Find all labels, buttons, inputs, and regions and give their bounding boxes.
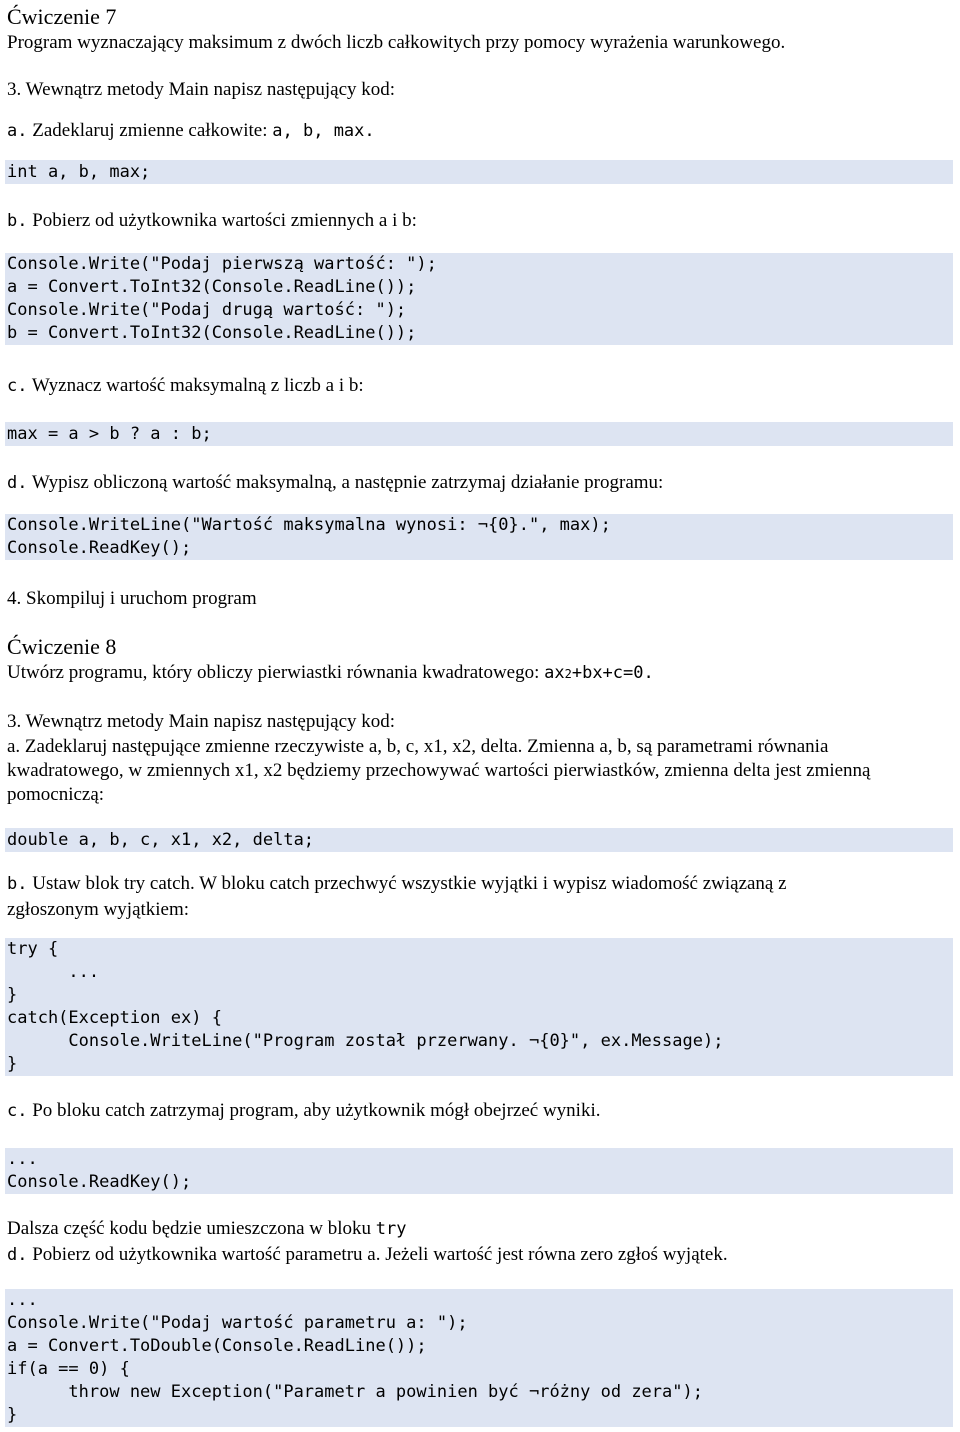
code-block-try-catch: try { ... } catch(Exception ex) { Console.WriteLine("Program został przerwany. ¬{0}", ex.Message); } bbox=[5, 938, 953, 1076]
subtitle-text: Utwórz programu, który obliczy pierwiastki równania kwadratowego: bbox=[7, 662, 545, 683]
exercise-8-item-d bbox=[7, 1245, 728, 1264]
exercise-7-step-4: 4. Skompiluj i uruchom program bbox=[7, 588, 257, 609]
code-block-read-parameter: ... Console.Write("Podaj wartość parametru a: "); a = Convert.ToDouble(Console.ReadLine()); if(a == 0) { throw new Exception("Parametr a powinien być ¬różny od zera"); } bbox=[5, 1289, 953, 1427]
exercise-8-item-b-line-1 bbox=[7, 874, 787, 893]
item-marker: c. bbox=[7, 376, 28, 396]
exercise-8-item-a-line-2: kwadratowego, w zmiennych x1, x2 będziemy przechowywać wartości pierwiastków, zmienna delta jest zmienną bbox=[7, 760, 871, 781]
exercise-7-title: Ćwiczenie 7 bbox=[7, 4, 117, 29]
exercise-8-item-b-line-2: zgłoszonym wyjątkiem: bbox=[7, 899, 190, 920]
exercise-8-subtitle bbox=[7, 663, 654, 682]
item-marker: b. bbox=[7, 211, 28, 231]
exercise-7-item-d bbox=[7, 473, 663, 492]
item-text: Wypisz obliczoną wartość maksymalną, a następnie zatrzymaj działanie programu: bbox=[27, 472, 664, 493]
code-block-declare-doubles: double a, b, c, x1, x2, delta; bbox=[5, 828, 953, 852]
item-text: Zadeklaruj zmienne całkowite: bbox=[27, 120, 273, 141]
item-marker: a. bbox=[7, 121, 28, 141]
exercise-8-item-a-line-1: a. Zadeklaruj następujące zmienne rzeczywiste a, b, c, x1, x2, delta. Zmienna a, b, są parametrami równania bbox=[7, 736, 829, 757]
exercise-7-step-3: 3. Wewnątrz metody Main napisz następujący kod: bbox=[7, 79, 396, 100]
item-marker: d. bbox=[7, 1245, 28, 1265]
exercise-8-item-a-line-3: pomocniczą: bbox=[7, 784, 105, 805]
exercise-7-item-a bbox=[7, 121, 375, 140]
equation-exponent: 2 bbox=[564, 667, 572, 681]
exercise-8-rest-note bbox=[7, 1219, 406, 1238]
exercise-7-item-c bbox=[7, 376, 364, 395]
item-text: Po bloku catch zatrzymaj program, aby użytkownik mógł obejrzeć wyniki. bbox=[27, 1100, 601, 1121]
code-block-readkey: ... Console.ReadKey(); bbox=[5, 1148, 953, 1194]
note-text: Dalsza część kodu będzie umieszczona w bloku bbox=[7, 1218, 376, 1239]
exercise-7-subtitle: Program wyznaczający maksimum z dwóch liczb całkowitych przy pomocy wyrażenia warunkowego. bbox=[7, 32, 786, 53]
exercise-7-item-b bbox=[7, 211, 417, 230]
equation-rest: +bx+c=0. bbox=[571, 663, 654, 683]
item-marker: b. bbox=[7, 874, 28, 894]
code-block-declare-ints: int a, b, max; bbox=[5, 160, 953, 184]
item-vars: a, b, max. bbox=[272, 121, 375, 141]
code-block-compute-max: max = a > b ? a : b; bbox=[5, 422, 953, 446]
equation-ax: ax bbox=[544, 663, 565, 683]
item-marker: d. bbox=[7, 473, 28, 493]
item-text: Wyznacz wartość maksymalną z liczb a i b: bbox=[27, 375, 364, 396]
note-keyword: try bbox=[375, 1219, 407, 1239]
item-text: Pobierz od użytkownika wartości zmiennych a i b: bbox=[27, 210, 417, 231]
item-text: Ustaw blok try catch. W bloku catch przechwyć wszystkie wyjątki i wypisz wiadomość związaną z bbox=[27, 873, 787, 894]
item-marker: c. bbox=[7, 1101, 28, 1121]
code-block-read-values: Console.Write("Podaj pierwszą wartość: "); a = Convert.ToInt32(Console.ReadLine()); Console.Write("Podaj drugą wartość: "); b = Convert.ToInt32(Console.ReadLine()); bbox=[5, 253, 953, 345]
exercise-8-step-3: 3. Wewnątrz metody Main napisz następujący kod: bbox=[7, 711, 396, 732]
exercise-8-item-c bbox=[7, 1101, 601, 1120]
code-block-print-max: Console.WriteLine("Wartość maksymalna wynosi: ¬{0}.", max); Console.ReadKey(); bbox=[5, 514, 953, 560]
exercise-8-title: Ćwiczenie 8 bbox=[7, 634, 117, 659]
item-text: Pobierz od użytkownika wartość parametru a. Jeżeli wartość jest równa zero zgłoś wyjątek. bbox=[27, 1244, 728, 1265]
